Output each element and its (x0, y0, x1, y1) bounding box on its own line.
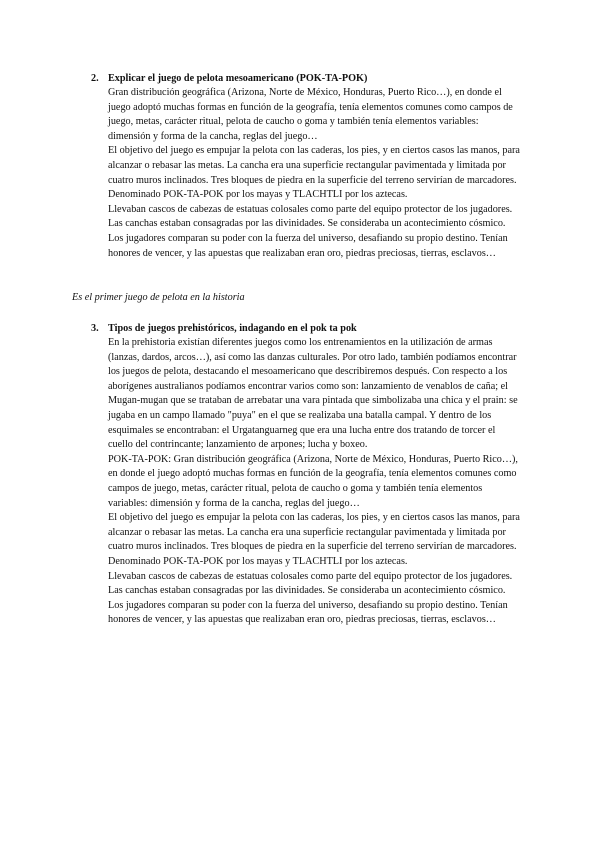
section-3-paragraph: Llevaban cascos de cabezas de estatuas colosales como parte del equipo protector de los jugadores. Las canchas estaban consagradas por las divinidades. Se consideraba un acontecimiento cósmico. Los jugadores comparan su poder con la fuerza del universo, desafiando su propio destino. Tenían honores de vencer, y las apuestas que realizaban eran oro, piedras preciosas, tierras, esclavos… (108, 570, 513, 626)
section-3-paragraph: Denominado POK-TA-POK por los mayas y TLACHTLI por los aztecas. (108, 555, 408, 567)
section-2-heading (91, 71, 367, 86)
section-3-paragraph: El objetivo del juego es empujar la pelota con las caderas, los pies, y en ciertos casos las manos, para alcanzar o rebasar las metas. La cancha era una superficie rectangular pavimentada y limitada por cuatro muros inclinados. Tres bloques de piedra en la superficie del terreno servirían de marcadores. (108, 512, 520, 553)
section-3-body (108, 336, 520, 628)
section-3-paragraph: POK-TA-POK: Gran distribución geográfica (Arizona, Norte de México, Honduras, Puerto Rico…), en donde el juego adoptó muchas formas en función de la geografía, tenía elementos comunes como campos de juego, metas, carácter ritual, pelota de caucho o goma y también tenía elementos variables: dimensión y forma de la cancha, reglas del juego… (108, 453, 518, 509)
section-2-paragraph: El objetivo del juego es empujar la pelota con las caderas, los pies, y en ciertos casos las manos, para alcanzar o rebasar las metas. La cancha era una superficie rectangular pavimentada y limitada por cuatro muros inclinados. Tres bloques de piedra en la superficie del terreno servirían de marcadores. (108, 145, 520, 186)
section-2-body (108, 86, 520, 261)
section-2-paragraph: Gran distribución geográfica (Arizona, Norte de México, Honduras, Puerto Rico…), en donde el juego adoptó muchas formas en función de la geografía, tenía elementos comunes como campos de juego, metas, carácter ritual, pelota de caucho o goma y también tenía elementos variables: dimensión y forma de la cancha, reglas del juego… (108, 87, 513, 142)
section-3-number: 3. (91, 323, 99, 334)
section-2-number: 2. (91, 73, 99, 84)
section-3-title: Tipos de juegos prehistóricos, indagando en el pok ta pok (108, 323, 357, 334)
section-3-paragraph: En la prehistoria existían diferentes juegos como los entrenamientos en la utilización de armas (lanzas, dardos, arcos…), así como las danzas culturales. Por otro lado, también podíamos encontrar los juegos de pelota, destacando el mesoamericano que describiremos después. Con respecto a los aborígenes australianos podíamos encontrar varios como son: lanzamiento de venablos de caña; el Mugan-mugan que se trataban de arrebatar una vara pintada que simbolizaba una chica y el prain: se jugaba en un campo llamado "puya" en el que se realizaba una batalla campal. Y dentro de los esquimales se encontraban: el Urgatanguarneg que era una lucha entre dos tratando de torcer el cuello del contrincante; lanzamiento de arpones; lucha y boxeo. (108, 337, 518, 451)
section-2-title: Explicar el juego de pelota mesoamericano (POK-TA-POK) (108, 73, 368, 84)
section-2-paragraph: Denominado POK-TA-POK por los mayas y TLACHTLI por los aztecas. (108, 189, 408, 201)
section-2-paragraph: Llevaban cascos de cabezas de estatuas colosales como parte del equipo protector de los jugadores. Las canchas estaban consagradas por las divinidades. Se consideraba un acontecimiento cósmico. Los jugadores comparan su poder con la fuerza del universo, desafiando su propio destino. Tenían honores de vencer, y las apuestas que realizaban eran oro, piedras preciosas, tierras, esclavos… (108, 203, 513, 259)
section-3-heading (91, 321, 357, 336)
section-2-note: Es el primer juego de pelota en la historia (72, 292, 245, 303)
